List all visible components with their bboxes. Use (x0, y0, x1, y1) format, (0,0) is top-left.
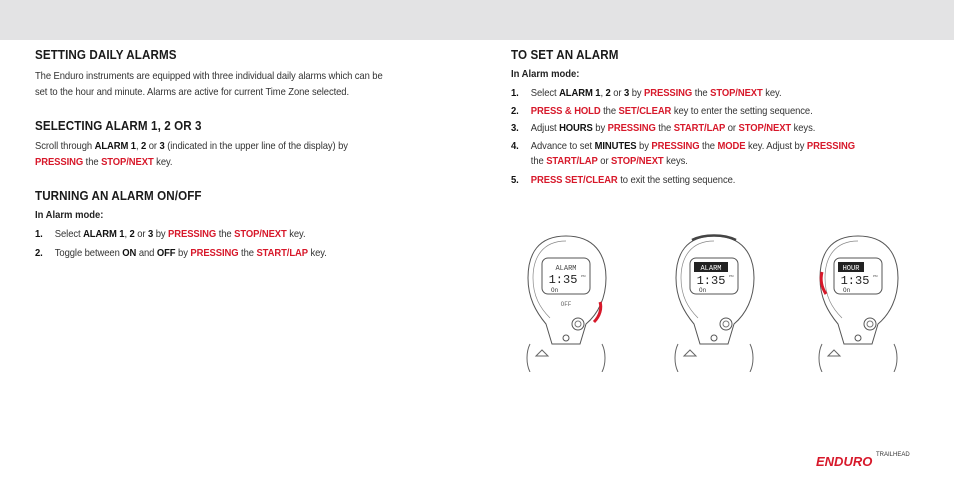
right-alarm-mode-label: In Alarm mode: (511, 68, 580, 80)
watch-1-top-label: ALARM (555, 265, 577, 273)
watch-3-top-label: HOUR (842, 265, 860, 273)
watch-illustration-3 (808, 232, 908, 372)
enduro-logo-text: ENDURO (816, 454, 873, 469)
enduro-logo (814, 449, 924, 471)
header-bar (0, 0, 954, 40)
set-step-5: 5. PRESS SET/CLEAR to exit the setting sequence. (511, 173, 736, 186)
setting-daily-alarms-heading: SETTING DAILY ALARMS (35, 48, 177, 62)
trailhead-label: TRAILHEAD (876, 452, 910, 458)
right-column (511, 48, 931, 188)
watch-3-time: 1:35 (840, 274, 870, 288)
set-step-2: 2. PRESS & HOLD the SET/CLEAR key to enter the setting sequence. (511, 104, 813, 117)
watch-2-suffix: PM (729, 274, 734, 278)
on-off-step-2: 2. Toggle between ON and OFF by PRESSING the START/LAP key. (35, 246, 327, 259)
watch-1-off: OFF (560, 301, 572, 308)
watch-3-suffix: PM (873, 274, 878, 278)
watch-illustration-1 (516, 232, 616, 372)
watch-illustration-2 (664, 232, 764, 372)
intro-line-2: set to the hour and minute. Alarms are active for current Time Zone selected. (35, 85, 350, 98)
turning-alarm-heading: TURNING AN ALARM ON/OFF (35, 189, 202, 203)
set-step-3: 3. Adjust HOURS by PRESSING the START/LAP or STOP/NEXT keys. (511, 122, 816, 134)
watch-2-top-label: ALARM (700, 265, 722, 273)
alarm-mode-label: In Alarm mode: (35, 209, 104, 221)
set-step-1: 1. Select ALARM 1, 2 or 3 by PRESSING the STOP/NEXT key. (511, 87, 782, 99)
watch-1-suffix: PM (581, 274, 586, 278)
on-off-step-1: 1. Select ALARM 1, 2 or 3 by PRESSING the STOP/NEXT key. (35, 228, 306, 240)
watch-3-on: On (843, 287, 851, 294)
to-set-an-alarm-heading: TO SET AN ALARM (511, 48, 619, 62)
watch-1-time: 1:35 (548, 273, 578, 287)
left-column (35, 48, 445, 261)
set-step-4: 4. Advance to set MINUTES by PRESSING the MODE key. Adjust by PRESSING the START/LAP or STOP/NEXT keys. (511, 139, 855, 167)
watch-1-on: On (551, 287, 559, 294)
selecting-alarm-line-2: PRESSING the STOP/NEXT key. (35, 155, 173, 168)
intro-line-1: The Enduro instruments are equipped with three individual daily alarms which can be (35, 70, 383, 82)
watch-2-on: On (699, 287, 707, 294)
selecting-alarm-heading: SELECTING ALARM 1, 2 OR 3 (35, 119, 202, 133)
selecting-alarm-line-1: Scroll through ALARM 1, 2 or 3 (indicated in the upper line of the display) by (35, 140, 348, 152)
watch-2-time: 1:35 (696, 274, 726, 288)
